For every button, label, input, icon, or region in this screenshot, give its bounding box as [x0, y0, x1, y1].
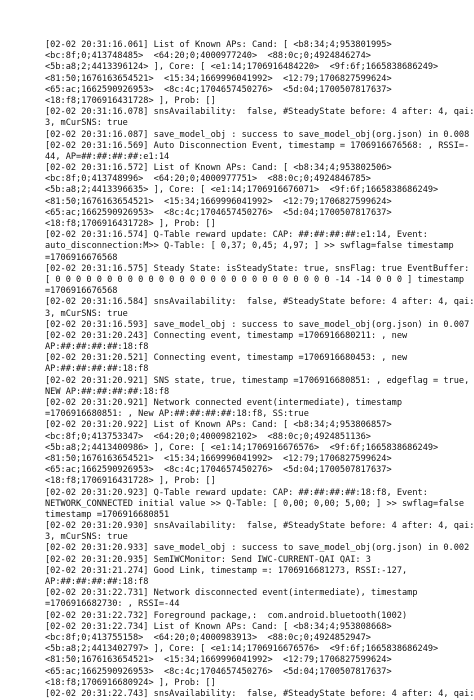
log-line: [02-02 20:31:22.743] snsAvailability: false, #SteadyState before: 4 after: 4, qai:: [45, 688, 474, 699]
log-line: [02-02 20:31:22.734] List of Known APs: Cand: [ <b8:34;4;953808668>: [45, 621, 392, 632]
log-line: [02-02 20:31:16.593] save_model_obj : success to save_model_obj(org.json) in 0.007: [45, 319, 470, 330]
log-line: [02-02 20:31:20.921] SNS state, true, timestamp =1706916680851: , edgeflag = true,: [45, 375, 470, 386]
log-line: <5b:a8;2;4413400986> ], Core: [ <e1:14;1706916676576> <9f:6f;1665838686249>: [45, 442, 439, 453]
log-line: [02-02 20:31:16.061] List of Known APs: Cand: [ <b8:34;4;953801995>: [45, 40, 392, 50]
log-line: <18:f8;1706916431728> ], Prob: []: [45, 219, 216, 229]
log-line: [02-02 20:31:22.731] Network disconnected event(intermediate), timestamp: [45, 588, 418, 599]
log-line: [02-02 20:31:20.922] List of Known APs: Cand: [ <b8:34;4;953806857>: [45, 420, 392, 431]
log-line: AP:##:##:##:##:18:f8: [45, 342, 149, 353]
log-line: <65:ac;1662590926953> <8c:4c;1704657450276> <5d:04;1700507817637>: [45, 84, 392, 95]
log-line: auto_disconnection:M>> Q-Table: [ 0,37; 0,45; 4,97; ] >> swflag=false timestamp: [45, 241, 454, 252]
log-line: 3, mCurSNS: true: [45, 118, 128, 129]
log-line: =1706916680851: , New AP:##:##:##:##:18:f8, SS:true: [45, 409, 309, 420]
log-line: <65:ac;1662590926953> <8c:4c;1704657450276> <5d:04;1700507817637>: [45, 465, 392, 476]
log-line: [02-02 20:31:20.930] snsAvailability: false, #SteadyState before: 4 after: 4, qai:: [45, 521, 474, 532]
log-line: <bc:8f;0;413748485> <64:20;0;4000977240> <88:0c;0;4924846274>: [45, 51, 371, 62]
log-line: [02-02 20:31:22.732] Foreground package,: com.android.bluetooth(1002): [45, 610, 408, 621]
log-line: AP:##:##:##:##:18:f8: [45, 577, 149, 587]
log-line: <18:f8;1706916431728> ], Prob: []: [45, 476, 216, 487]
log-line: <81:50;1676163654521> <15:34;1669996041992> <12:79;1706827599624>: [45, 655, 392, 666]
log-line: <bc:8f;0;413748996> <64:20;0;4000977751> <88:0c;0;4924846785>: [45, 174, 371, 185]
log-line: [02-02 20:31:20.933] save_model_obj : success to save_model_obj(org.json) in 0.002: [45, 543, 470, 554]
log-line: <65:ac;1662590926953> <8c:4c;1704657450276> <5d:04;1700507817637>: [45, 666, 392, 677]
log-line: <81:50;1676163654521> <15:34;1669996041992> <12:79;1706827599624>: [45, 453, 392, 464]
log-line: <81:50;1676163654521> <15:34;1669996041992> <12:79;1706827599624>: [45, 196, 392, 207]
log-line: <5b:a8;2;4413402797> ], Core: [ <e1:14;1706916676576> <9f:6f;1665838686249>: [45, 644, 439, 655]
log-line: timestamp =1706916680851: [45, 509, 170, 520]
log-line: <bc:8f;0;413755158> <64:20;0;4000983913> <88:0c;0;4924852947>: [45, 632, 371, 643]
log-line: [02-02 20:31:16.078] snsAvailability: false, #SteadyState before: 4 after: 4, qai:: [45, 107, 474, 118]
log-line: [02-02 20:31:21.274] Good Link, timestamp =: 1706916681273, RSSI:-127,: [45, 565, 408, 576]
log-line: <18:f8;1706916680924> ], Prob: []: [45, 677, 216, 688]
log-text-block: [45, 40, 474, 700]
log-line: <18:f8;1706916431728> ], Prob: []: [45, 95, 216, 106]
log-line: [02-02 20:31:20.243] Connecting event, timestamp =1706916680211: , new: [45, 330, 408, 341]
log-line: <bc:8f;0;413753347> <64:20;0;4000982102> <88:0c;0;4924851136>: [45, 431, 371, 442]
log-line: =1706916676568: [45, 252, 118, 263]
log-line: 3, mCurSNS: true: [45, 308, 128, 319]
log-line: [02-02 20:31:16.575] Steady State: isSteadyState: true, snsFlag: true EventBuffer:: [45, 263, 470, 274]
log-line: NETWORK_CONNECTED initial value >> Q-Table: [ 0,00; 0,00; 5,00; ] >> swflag=false: [45, 498, 465, 509]
log-line: [02-02 20:31:16.572] List of Known APs: Cand: [ <b8:34;4;953802506>: [45, 163, 392, 174]
log-line: <81:50;1676163654521> <15:34;1669996041992> <12:79;1706827599624>: [45, 73, 392, 84]
log-line: AP:##:##:##:##:18:f8: [45, 364, 149, 375]
log-line: <5b:a8;2;4413396124> ], Core: [ <e1:14;1706916484220> <9f:6f;1665838686249>: [45, 62, 439, 73]
log-line: [02-02 20:31:16.574] Q-Table reward update: CAP: ##:##:##:##:e1:14, Event:: [45, 230, 428, 241]
log-line: <5b:a8;2;4413396635> ], Core: [ <e1:14;1706916676071> <9f:6f;1665838686249>: [45, 185, 439, 196]
log-line: [02-02 20:31:16.087] save_model_obj : success to save_model_obj(org.json) in 0.008: [45, 129, 470, 140]
log-line: [02-02 20:31:20.935] SemIWCMonitor: Send IWC-CURRENT-QAI QAI: 3: [45, 554, 371, 565]
log-line: =1706916676568: [45, 286, 118, 297]
log-line: [ 0 0 0 0 0 0 0 0 0 0 0 0 0 0 0 0 0 0 0 0 0 0 0 0 0 0 0 -14 -14 0 0 0 ] timestamp: [45, 274, 465, 285]
log-line: 44, AP=##:##:##:##:e1:14: [45, 151, 170, 162]
log-line: <65:ac;1662590926953> <8c:4c;1704657450276> <5d:04;1700507817637>: [45, 207, 392, 218]
log-line: [02-02 20:31:20.521] Connecting event, timestamp =1706916680453: , new: [45, 353, 408, 364]
log-line: [02-02 20:31:20.921] Network connected event(intermediate), timestamp: [45, 398, 402, 408]
log-line: NEW AP:##:##:##:##:18:f8: [45, 386, 170, 397]
log-line: 3, mCurSNS: true: [45, 532, 128, 543]
log-line: [02-02 20:31:16.569] Auto Disconnection Event, timestamp = 1706916676568: , RSSI=-: [45, 140, 470, 151]
log-line: [02-02 20:31:16.584] snsAvailability: false, #SteadyState before: 4 after: 4, qai:: [45, 297, 474, 308]
log-line: =1706916682730: , RSSI=-44: [45, 599, 180, 610]
log-line: [02-02 20:31:20.923] Q-Table reward update: CAP: ##:##:##:##:18:f8, Event:: [45, 487, 428, 498]
